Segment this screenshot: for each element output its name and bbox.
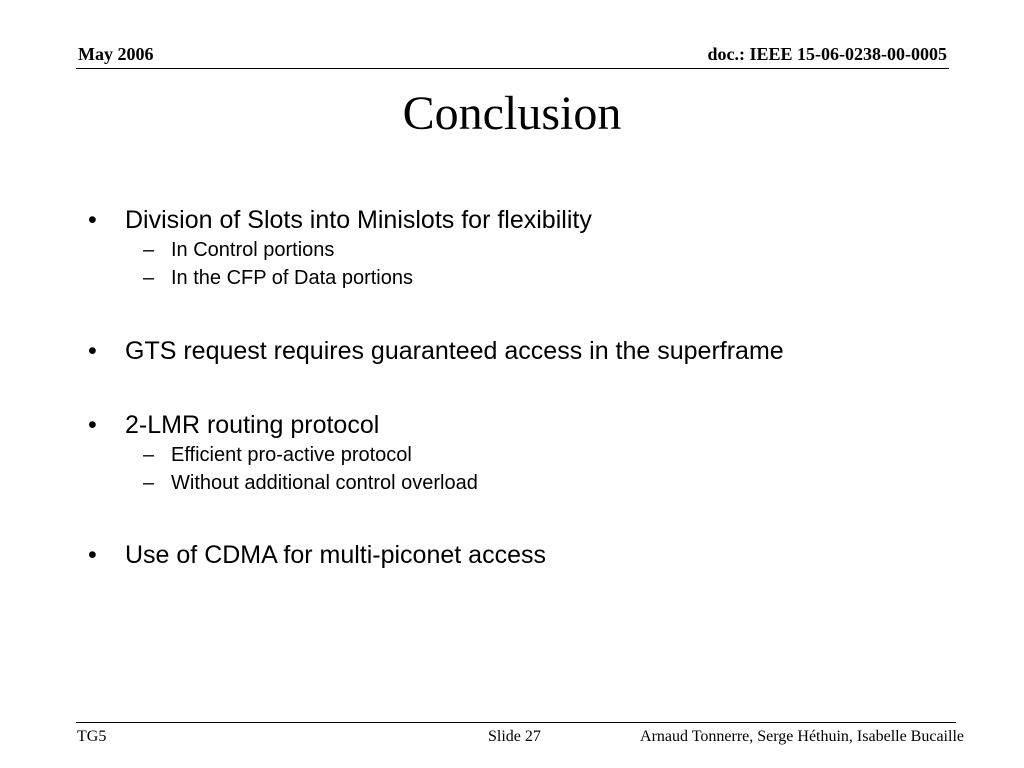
slide-title: Conclusion <box>402 87 622 140</box>
bullet-marker: • <box>88 411 97 439</box>
sub-bullet-marker: – <box>143 444 155 466</box>
bullet-marker: • <box>88 337 97 365</box>
sub-bullet-text: In the CFP of Data portions <box>171 267 413 289</box>
bullet-text: Use of CDMA for multi-piconet access <box>125 541 546 569</box>
sub-bullet-text: In Control portions <box>171 239 335 261</box>
sub-bullet-text: Without additional control overload <box>171 472 478 494</box>
header-doc-id: doc.: IEEE 15-06-0238-00-0005 <box>707 44 947 64</box>
sub-bullet-text: Efficient pro-active protocol <box>171 444 412 466</box>
bullet-text: Division of Slots into Minislots for flexibility <box>125 206 592 234</box>
footer-slide-number: Slide 27 <box>488 728 541 745</box>
header-rule <box>76 68 949 69</box>
bullet-marker: • <box>88 206 97 234</box>
footer-rule <box>76 722 956 723</box>
footer-authors: Arnaud Tonnerre, Serge Héthuin, Isabelle Bucaille <box>640 728 964 745</box>
sub-bullet-marker: – <box>143 239 155 261</box>
sub-bullet-marker: – <box>143 472 155 494</box>
bullet-text: GTS request requires guaranteed access in the superframe <box>125 337 784 365</box>
bullet-text: 2-LMR routing protocol <box>125 411 380 439</box>
sub-bullet-marker: – <box>143 267 155 289</box>
footer-group: TG5 <box>77 728 107 745</box>
header-date: May 2006 <box>78 44 154 64</box>
bullet-marker: • <box>88 541 97 569</box>
